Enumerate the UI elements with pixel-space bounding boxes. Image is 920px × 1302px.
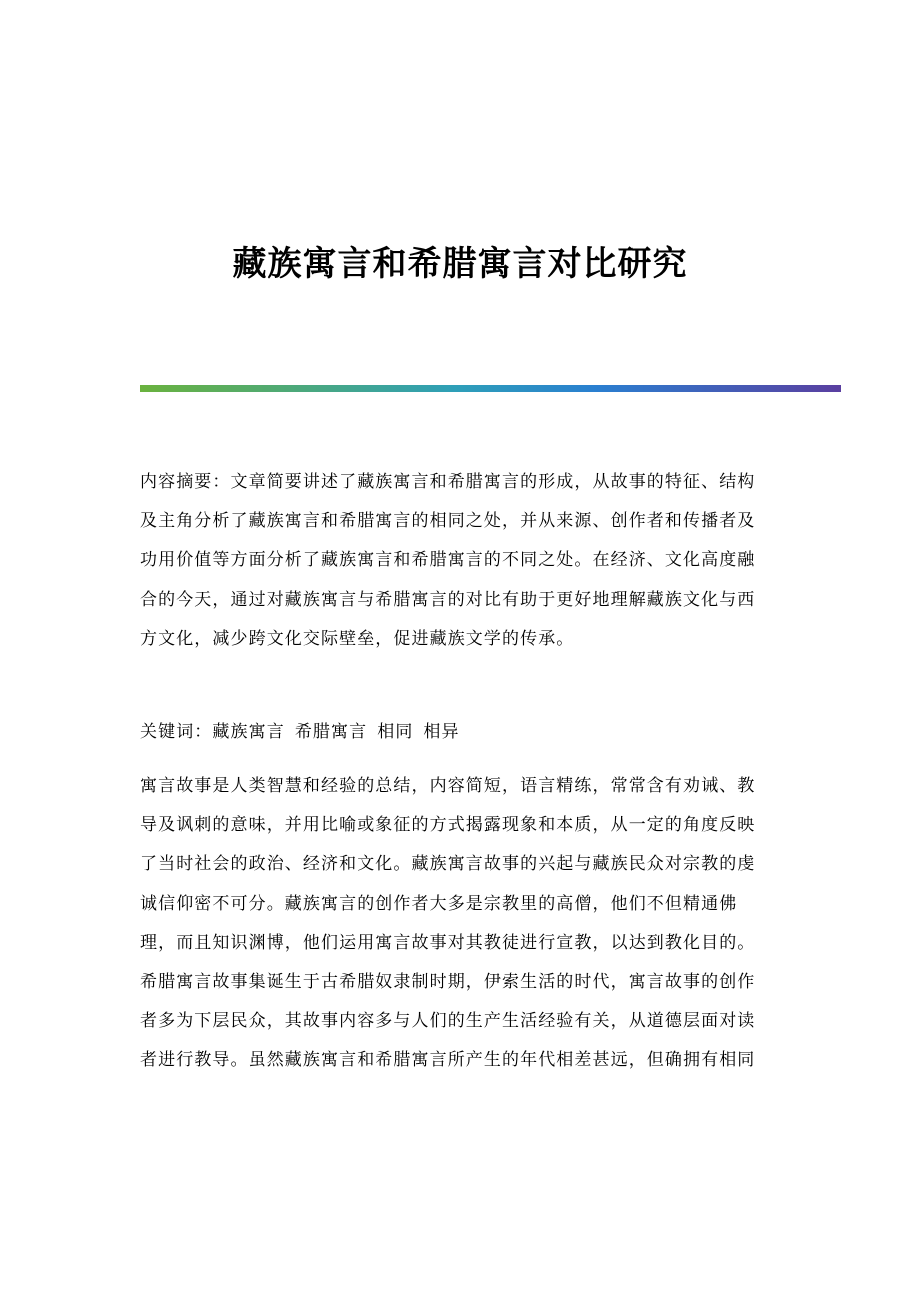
- keywords-label: 关键词：: [140, 722, 213, 742]
- body-line: 了当时社会的政治、经济和文化。藏族寓言故事的兴起与藏族民众对宗教的虔: [140, 854, 756, 875]
- abstract-line: 功用价值等方面分析了藏族寓言和希腊寓言的不同之处。在经济、文化高度融: [140, 550, 756, 571]
- page-title: 藏族寓言和希腊寓言对比研究: [232, 243, 688, 284]
- abstract-paragraph: [140, 463, 772, 659]
- abstract-line: 及主角分析了藏族寓言和希腊寓言的相同之处，并从来源、创作者和传播者及: [140, 511, 756, 532]
- gradient-divider: [140, 385, 841, 392]
- keyword: 相同: [377, 722, 414, 742]
- body-line: 者进行教导。虽然藏族寓言和希腊寓言所产生的年代相差甚远，但确拥有相同: [140, 1050, 756, 1071]
- body-line: 希腊寓言故事集诞生于古希腊奴隶制时期，伊索生活的时代，寓言故事的创作: [140, 971, 756, 992]
- body-paragraph: [140, 767, 772, 1081]
- body-line: 者多为下层民众，其故事内容多与人们的生产生活经验有关，从道德层面对读: [140, 1011, 756, 1032]
- body-line: 导及讽刺的意味，并用比喻或象征的方式揭露现象和本质，从一定的角度反映: [140, 815, 756, 836]
- body-line: 寓言故事是人类智慧和经验的总结，内容简短，语言精练，常常含有劝诫、教: [140, 776, 756, 796]
- keyword: 希腊寓言: [294, 722, 368, 742]
- abstract-line: 内容摘要：文章简要讲述了藏族寓言和希腊寓言的形成，从故事的特征、结构: [140, 472, 756, 492]
- abstract-line: 合的今天，通过对藏族寓言与希腊寓言的对比有助于更好地理解藏族文化与西: [140, 589, 756, 610]
- body-line: 诚信仰密不可分。藏族寓言的创作者大多是宗教里的高僧，他们不但精通佛: [140, 893, 738, 914]
- keyword: 藏族寓言: [212, 722, 285, 742]
- body-line: 理，而且知识渊博，他们运用寓言故事对其教徒进行宣教，以达到教化目的。: [140, 932, 756, 953]
- keywords-line: [140, 713, 772, 752]
- abstract-line: 方文化，减少跨文化交际壁垒，促进藏族文学的传承。: [140, 628, 575, 649]
- keyword: 相异: [423, 722, 460, 742]
